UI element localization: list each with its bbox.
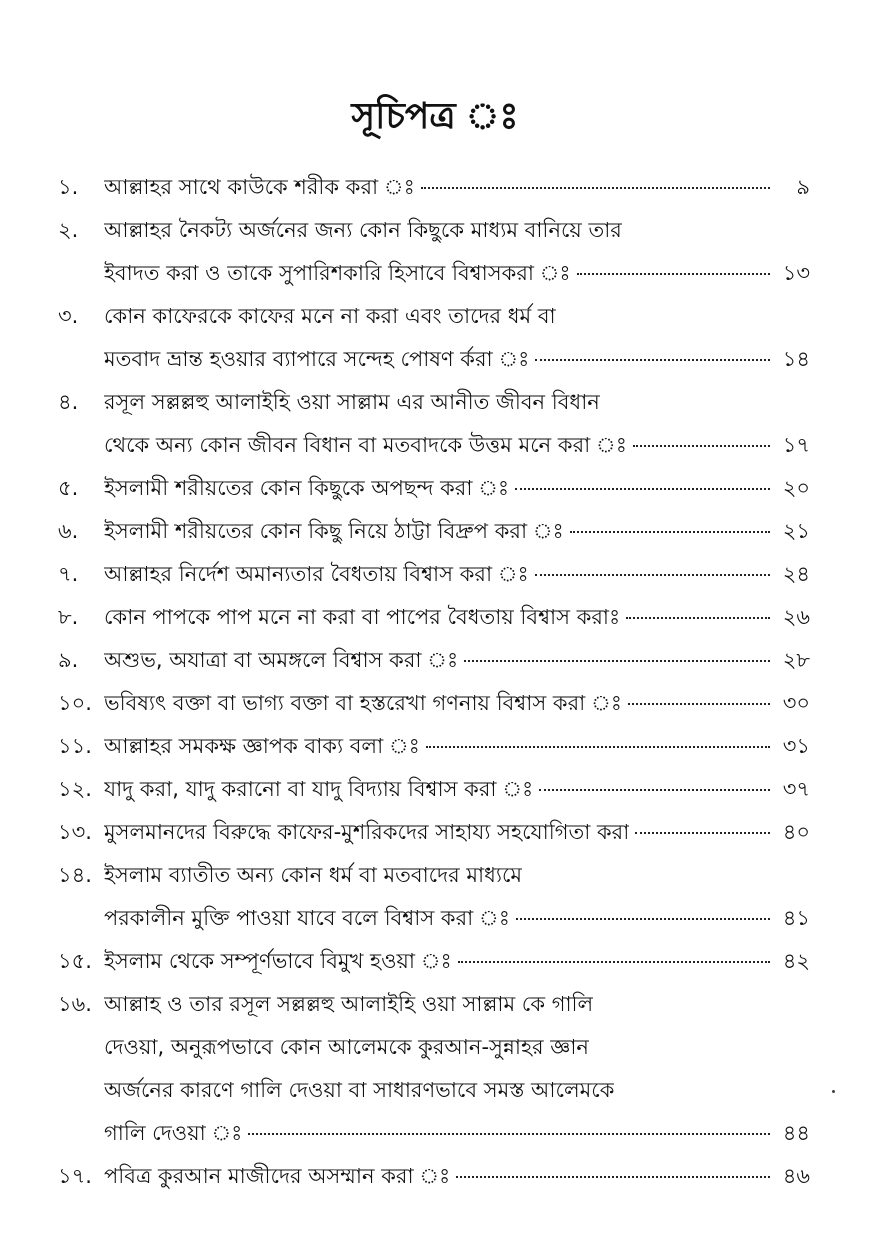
toc-entry-line: [58, 252, 810, 295]
toc-entry-line: [58, 725, 810, 768]
toc-entry-text: রসূল সল্লল্লহু আলাইহি ওয়া সাল্লাম এর আনীত জীবন বিধান: [104, 390, 600, 414]
toc-entry-number: ৬.: [58, 519, 79, 543]
toc-entry-text: ইসলামী শরীয়তের কোন কিছুকে অপছন্দ করা ঃ: [104, 476, 510, 500]
toc-page-number: ১৩: [782, 261, 810, 285]
toc-page-number: ২০: [782, 476, 810, 500]
toc-entry-text: পবিত্র কুরআন মাজীদের অসম্মান করা ঃ: [104, 1164, 451, 1188]
toc-entry-line: [58, 166, 810, 209]
toc-entry-text: মুসলমানদের বিরুদ্ধে কাফের-মুশরিকদের সাহায্য সহযোগিতা করা: [104, 820, 630, 844]
toc-page-number: ৪০: [782, 820, 810, 844]
dot-leader: [535, 359, 770, 361]
toc-entry-number: ১৭.: [58, 1164, 92, 1188]
dot-leader: [628, 703, 770, 705]
toc-page-number: ১৭: [782, 433, 810, 457]
dot-leader: [456, 1176, 770, 1178]
dot-leader: [633, 445, 770, 447]
toc-entry: [58, 811, 810, 854]
toc-entry-line: [58, 682, 810, 725]
toc-page-number: ৪৬: [782, 1164, 810, 1188]
toc-page-number: ৩৭: [782, 777, 810, 801]
toc-page-number: ২৪: [782, 562, 810, 586]
dot-leader: [626, 617, 770, 619]
toc-page-number: ২৮: [782, 648, 810, 672]
dot-leader: [539, 789, 770, 791]
toc-entry-text: গালি দেওয়া ঃ: [104, 1121, 243, 1145]
toc-entry-line: [58, 1069, 810, 1112]
toc-entry-line: [58, 209, 810, 252]
toc-entry-line: [58, 940, 810, 983]
toc-entry-line: [58, 510, 810, 553]
toc-entry-number: ৩.: [58, 304, 79, 328]
dot-leader: [516, 918, 770, 920]
toc-entry-text: পরকালীন মুক্তি পাওয়া যাবে বলে বিশ্বাস করা ঃ: [104, 906, 510, 930]
toc-entry-number: ১৬.: [58, 992, 92, 1016]
dot-leader: [248, 1133, 770, 1135]
toc-entry-text: দেওয়া, অনুরূপভাবে কোন আলেমকে কুরআন-সুন্নাহর জ্ঞান: [104, 1035, 589, 1059]
toc-page-number: ১৪: [782, 347, 810, 371]
toc-entry-line: [58, 1155, 810, 1198]
toc-entry-number: ৯.: [58, 648, 79, 672]
toc-entry-text: ইবাদত করা ও তাকে সুপারিশকারি হিসাবে বিশ্বাসকরা ঃ: [104, 261, 571, 285]
toc-entry-number: ১৩.: [58, 820, 92, 844]
toc-entry: [58, 209, 810, 295]
print-speck: [832, 1090, 835, 1093]
toc-entry-line: [58, 467, 810, 510]
dot-leader: [570, 531, 770, 533]
toc-entry-number: ৮.: [58, 605, 79, 629]
dot-leader: [426, 746, 770, 748]
toc-entry-text: কোন পাপকে পাপ মনে না করা বা পাপের বৈধতায় বিশ্বাস করাঃ: [104, 605, 621, 629]
toc-entry: [58, 983, 810, 1155]
toc-page-number: ৩১: [782, 734, 810, 758]
toc-entry-number: ৪.: [58, 390, 79, 414]
toc-entry-number: ১৫.: [58, 949, 92, 973]
toc-entry-line: [58, 596, 810, 639]
toc-entry-number: ১১.: [58, 734, 92, 758]
toc-entry-number: ১৪.: [58, 863, 92, 887]
toc-entry: [58, 510, 810, 553]
toc-entry-line: [58, 811, 810, 854]
toc-entry: [58, 166, 810, 209]
toc-entry-number: ১০.: [58, 691, 92, 715]
toc-entry-text: অশুভ, অযাত্রা বা অমঙ্গলে বিশ্বাস করা ঃ: [104, 648, 459, 672]
toc-entry-text: ইসলাম ব্যাতীত অন্য কোন ধর্ম বা মতবাদের মাধ্যমে: [104, 863, 523, 887]
toc-page-number: ৪৪: [782, 1121, 810, 1145]
toc-page-number: ৩০: [782, 691, 810, 715]
toc-entry-line: [58, 983, 810, 1026]
toc-page-number: ২১: [782, 519, 810, 543]
toc-entry-number: ৭.: [58, 562, 79, 586]
toc-entry-text: কোন কাফেরকে কাফের মনে না করা এবং তাদের ধর্ম বা: [104, 304, 556, 328]
toc-entry-text: আল্লাহ ও তার রসূল সল্লল্লহু আলাইহি ওয়া সাল্লাম কে গালি: [104, 992, 594, 1016]
toc-page-number: ৪২: [782, 949, 810, 973]
toc-entry: [58, 596, 810, 639]
page-title: সূচিপত্র ঃ: [351, 95, 519, 137]
dot-leader: [577, 273, 770, 275]
toc-entry-number: ৫.: [58, 476, 79, 500]
toc-entry-text: আল্লাহর সমকক্ষ জ্ঞাপক বাক্য বলা ঃ: [104, 734, 420, 758]
toc-entry-number: ২.: [58, 218, 79, 242]
table-of-contents: [58, 166, 810, 1198]
toc-entry-line: [58, 768, 810, 811]
toc-entry: [58, 553, 810, 596]
toc-entry-line: [58, 295, 810, 338]
dot-leader: [464, 660, 770, 662]
toc-entry-line: [58, 338, 810, 381]
toc-entry: [58, 639, 810, 682]
toc-entry: [58, 1155, 810, 1198]
toc-page-number: ৪১: [782, 906, 810, 930]
toc-entry: [58, 295, 810, 381]
toc-entry-line: [58, 897, 810, 940]
toc-entry: [58, 682, 810, 725]
toc-entry-line: [58, 424, 810, 467]
toc-entry-text: ইসলাম থেকে সম্পূর্ণভাবে বিমুখ হওয়া ঃ: [104, 949, 452, 973]
toc-entry-line: [58, 1112, 810, 1155]
dot-leader: [635, 832, 770, 834]
toc-entry-line: [58, 639, 810, 682]
toc-entry-line: [58, 854, 810, 897]
toc-entry-line: [58, 553, 810, 596]
toc-entry-text: অর্জনের কারণে গালি দেওয়া বা সাধারণভাবে সমস্ত আলেমকে: [104, 1078, 615, 1102]
toc-entry-text: যাদু করা, যাদু করানো বা যাদু বিদ্যায় বিশ্বাস করা ঃ: [104, 777, 534, 801]
toc-entry-number: ১২.: [58, 777, 92, 801]
toc-entry-text: আল্লাহর সাথে কাউকে শরীক করা ঃ: [104, 175, 415, 199]
toc-entry: [58, 854, 810, 940]
toc-entry: [58, 725, 810, 768]
toc-entry: [58, 768, 810, 811]
dot-leader: [515, 488, 770, 490]
toc-entry: [58, 940, 810, 983]
toc-entry-text: আল্লাহর নির্দেশ অমান্যতার বৈধতায় বিশ্বাস করা ঃ: [104, 562, 529, 586]
toc-entry-line: [58, 381, 810, 424]
dot-leader: [421, 187, 770, 189]
toc-entry-line: [58, 1026, 810, 1069]
toc-entry-text: থেকে অন্য কোন জীবন বিধান বা মতবাদকে উত্তম মনে করা ঃ: [104, 433, 627, 457]
toc-entry-text: আল্লাহর নৈকট্য অর্জনের জন্য কোন কিছুকে মাধ্যম বানিয়ে তার: [104, 218, 622, 242]
toc-page-number: ৯: [796, 175, 810, 199]
toc-page-number: ২৬: [782, 605, 810, 629]
toc-entry: [58, 381, 810, 467]
dot-leader: [458, 961, 770, 963]
toc-entry-number: ১.: [58, 175, 79, 199]
dot-leader: [535, 574, 770, 576]
toc-entry-text: মতবাদ ভ্রান্ত হওয়ার ব্যাপারে সন্দেহ পোষণ র্করা ঃ: [104, 347, 530, 371]
toc-entry-text: ইসলামী শরীয়তের কোন কিছু নিয়ে ঠাট্টা বিদ্রুপ করা ঃ: [104, 519, 564, 543]
toc-entry: [58, 467, 810, 510]
toc-entry-text: ভবিষ্যৎ বক্তা বা ভাগ্য বক্তা বা হস্তরেখা গণনায় বিশ্বাস করা ঃ: [104, 691, 622, 715]
